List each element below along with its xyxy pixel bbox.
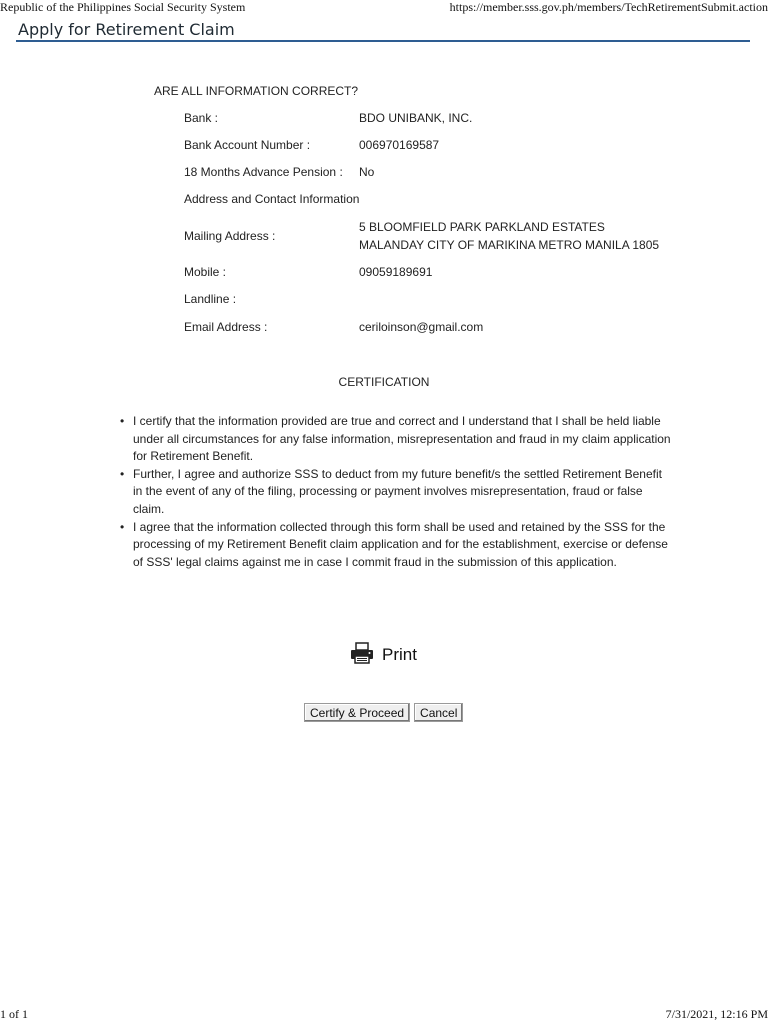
bullet-icon: •	[120, 519, 125, 534]
certification-item	[120, 466, 673, 519]
print-timestamp: 7/31/2021, 12:16 PM	[665, 1007, 768, 1021]
mailing-address-label: Mailing Address :	[184, 229, 276, 243]
print-header-site: Republic of the Philippines Social Security System	[0, 0, 246, 14]
mobile-label: Mobile :	[184, 265, 227, 279]
print-button[interactable]	[350, 643, 417, 667]
advance-pension-label: 18 Months Advance Pension :	[184, 165, 343, 179]
certification-text: I agree that the information collected through this form shall be used and retained by the SSS for the processing of my Retirement Benefit claim application and for the establishment, exercise or defense of SSS' legal claims against me in case I commit fraud in the submission of this application.	[133, 519, 668, 569]
cancel-button[interactable]: Cancel	[414, 703, 463, 722]
certification-item	[120, 519, 673, 572]
mobile-value: 09059189691	[359, 265, 433, 279]
certification-list	[120, 413, 673, 571]
mailing-address-line2: MALANDAY CITY OF MARIKINA METRO MANILA 1805	[359, 238, 660, 252]
certify-proceed-button[interactable]: Certify & Proceed	[304, 703, 410, 722]
print-footer	[0, 1008, 768, 1024]
bullet-icon: •	[120, 414, 125, 428]
certification-text: I certify that the information provided are true and correct and I understand that I shall be held liable under all circumstances for any false information, misrepresentation and fraud in my claim application for Retirement Benefit.	[133, 414, 671, 464]
mailing-address-value	[359, 218, 672, 254]
account-value: 006970169587	[359, 138, 440, 152]
email-label: Email Address :	[184, 320, 268, 334]
mailing-address-line1: 5 BLOOMFIELD PARK PARKLAND ESTATES	[359, 220, 605, 234]
bullet-icon: •	[120, 466, 125, 481]
certification-text: Further, I agree and authorize SSS to deduct from my future benefit/s the settled Retirement Benefit in the event of any of the filing, processing or payment involves misrepresentation, fraud or false claim.	[133, 466, 662, 516]
email-value: ceriloinson@gmail.com	[359, 320, 484, 334]
bank-value: BDO UNIBANK, INC.	[359, 111, 473, 125]
bank-label: Bank :	[184, 111, 219, 125]
page-title: Apply for Retirement Claim	[18, 20, 235, 39]
confirmation-question: ARE ALL INFORMATION CORRECT?	[154, 84, 359, 98]
print-header-url: https://member.sss.gov.ph/members/TechRetirementSubmit.action	[449, 0, 768, 14]
page-count: 1 of 1	[0, 1007, 28, 1021]
advance-pension-value: No	[359, 165, 375, 179]
print-label: Print	[382, 645, 417, 664]
certification-title: CERTIFICATION	[338, 375, 430, 389]
address-heading: Address and Contact Information	[184, 192, 360, 206]
landline-label: Landline :	[184, 292, 237, 306]
form-actions	[304, 703, 463, 722]
title-divider	[16, 40, 750, 42]
certification-item	[120, 413, 673, 466]
print-header	[0, 0, 768, 16]
account-label: Bank Account Number :	[184, 138, 311, 152]
printer-icon	[350, 642, 374, 669]
